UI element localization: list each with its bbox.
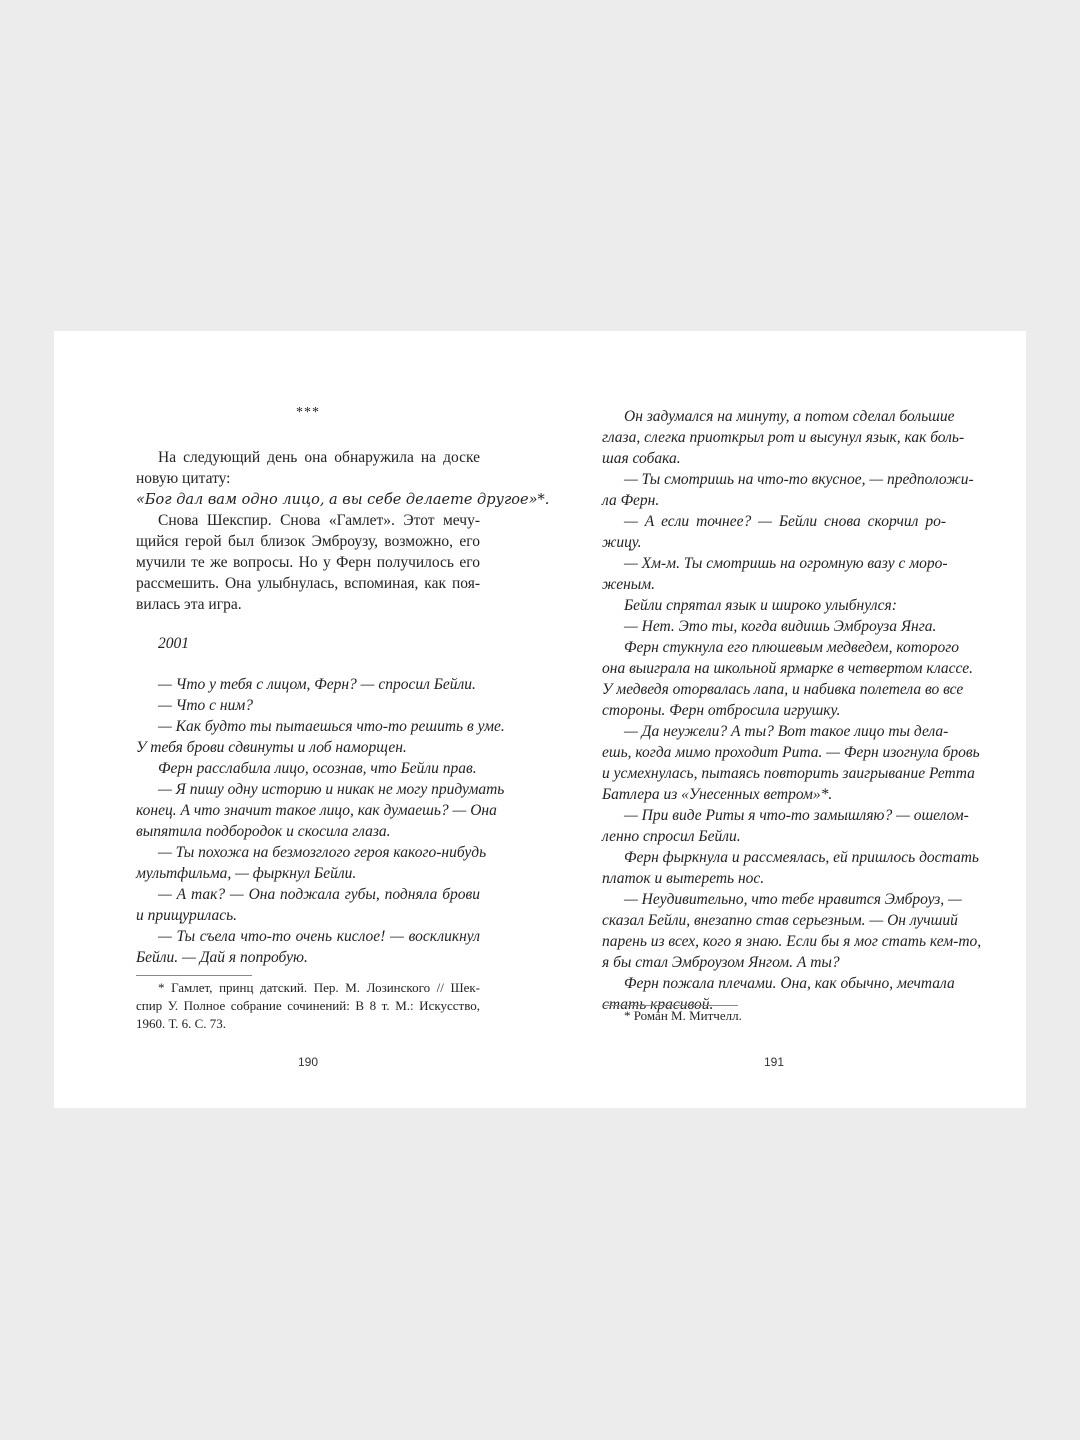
text-line: Ферн фыркнула и рассмеялась, ей пришлось достать bbox=[624, 849, 979, 866]
text-line: и усмехнулась, пытаясь повторить заигрывание Ретта bbox=[602, 765, 975, 782]
footnote-line: * Гамлет, принц датский. Пер. М. Лозинского // Шек- bbox=[158, 980, 480, 995]
dialogue-line: — А так? — Она поджала губы, подняла брови bbox=[158, 886, 480, 903]
text-line: У медведя оторвалась лапа, и набивка полетела во все bbox=[602, 681, 964, 698]
text-line: стать красивой. bbox=[602, 996, 714, 1013]
year-heading: 2001 bbox=[158, 635, 189, 652]
text-line: женым. bbox=[602, 576, 656, 593]
book-spread bbox=[54, 331, 1026, 1108]
text-line: — Хм-м. Ты смотришь на огромную вазу с моро- bbox=[624, 555, 948, 572]
dialogue-line: У тебя брови сдвинуты и лоб наморщен. bbox=[136, 739, 407, 756]
text-line: Бейли спрятал язык и широко улыбнулся: bbox=[624, 597, 897, 614]
footnote-rule bbox=[136, 975, 252, 976]
text-line: платок и вытереть нос. bbox=[602, 870, 765, 887]
text-line: рассмешить. Она улыбнулась, вспоминая, как поя- bbox=[136, 575, 480, 592]
dialogue-line: — Ты похожа на безмозглого героя какого-нибудь bbox=[158, 844, 487, 861]
text-line: Он задумался на минуту, а потом сделал большие bbox=[624, 408, 955, 425]
text-line: я бы стал Эмброузом Янгом. А ты? bbox=[602, 954, 840, 971]
footnote-rule bbox=[602, 1005, 738, 1006]
text-line: она выиграла на школьной ярмарке в четвертом классе. bbox=[602, 660, 973, 677]
footnote-line: спир У. Полное собрание сочинений: В 8 т. М.: Искусство, bbox=[136, 998, 480, 1013]
text-line: сказал Бейли, внезапно став серьезным. — Он лучший bbox=[602, 912, 958, 929]
dialogue-line: — Я пишу одну историю и никак не могу придумать bbox=[158, 781, 505, 798]
dialogue-line: конец. А что значит такое лицо, как думаешь? — Она bbox=[136, 802, 497, 819]
text-line: ленно спросил Бейли. bbox=[602, 828, 741, 845]
text-line: щийся герой был близок Эмброузу, возможно, его bbox=[136, 533, 480, 550]
text-line: Ферн стукнула его плюшевым медведем, которого bbox=[624, 639, 960, 656]
dialogue-line: Бейли. — Дай я попробую. bbox=[136, 949, 308, 966]
text-line: вилась эта игра. bbox=[136, 596, 242, 613]
text-line: — А если точнее? — Бейли снова скорчил ро- bbox=[624, 513, 946, 530]
shakespeare-quote: «Бог дал вам одно лицо, а вы себе делаете другое»*. bbox=[136, 492, 550, 508]
text-line: — Нет. Это ты, когда видишь Эмброуза Янга. bbox=[624, 618, 937, 635]
footnote-line: * Роман М. Митчелл. bbox=[624, 1008, 742, 1023]
dialogue-line: — Что с ним? bbox=[158, 697, 253, 714]
left-page bbox=[136, 331, 550, 1108]
dialogue-line: — Что у тебя с лицом, Ферн? — спросил Бейли. bbox=[158, 676, 476, 693]
text-line: шая собака. bbox=[602, 450, 681, 467]
text-line: стороны. Ферн отбросила игрушку. bbox=[602, 702, 841, 719]
text-line: мучили те же вопросы. Но у Ферн получилось его bbox=[136, 554, 480, 571]
text-line: — Ты смотришь на что-то вкусное, — предположи- bbox=[624, 471, 974, 488]
dialogue-line: — Как будто ты пытаешься что-то решить в уме. bbox=[158, 718, 505, 735]
dialogue-line: Ферн расслабила лицо, осознав, что Бейли прав. bbox=[158, 760, 477, 777]
dialogue-line: — Ты съела что-то очень кислое! — воскликнул bbox=[158, 928, 480, 945]
right-page bbox=[602, 331, 982, 1108]
section-separator: *** bbox=[296, 405, 320, 420]
dialogue-line: и прищурилась. bbox=[136, 907, 238, 924]
text-line: — Да неужели? А ты? Вот такое лицо ты дела- bbox=[624, 723, 949, 740]
text-line: ешь, когда мимо проходит Рита. — Ферн изогнула бровь bbox=[602, 744, 980, 761]
dialogue-line: выпятила подбородок и скосила глаза. bbox=[136, 823, 391, 840]
footnote-line: 1960. Т. 6. С. 73. bbox=[136, 1016, 227, 1031]
text-line: новую цитату: bbox=[136, 470, 231, 487]
text-line: Снова Шекспир. Снова «Гамлет». Этот мечу- bbox=[158, 512, 480, 529]
dialogue-line: мультфильма, — фыркнул Бейли. bbox=[136, 865, 357, 882]
page-number: 190 bbox=[297, 1055, 319, 1069]
text-line: Ферн пожала плечами. Она, как обычно, мечтала bbox=[624, 975, 955, 992]
text-line: Батлера из «Унесенных ветром»*. bbox=[602, 786, 833, 803]
text-line: жицу. bbox=[602, 534, 642, 551]
text-line: — При виде Риты я что-то замышляю? — ошелом- bbox=[624, 807, 969, 824]
text-line: ла Ферн. bbox=[602, 492, 660, 509]
text-line: парень из всех, кого я знаю. Если бы я мог стать кем-то, bbox=[602, 933, 982, 950]
page-number: 191 bbox=[763, 1055, 785, 1069]
text-line: На следующий день она обнаружила на доске bbox=[158, 449, 480, 466]
text-line: глаза, слегка приоткрыл рот и высунул язык, как боль- bbox=[602, 429, 965, 446]
text-line: — Неудивительно, что тебе нравится Эмброуз, — bbox=[624, 891, 962, 908]
